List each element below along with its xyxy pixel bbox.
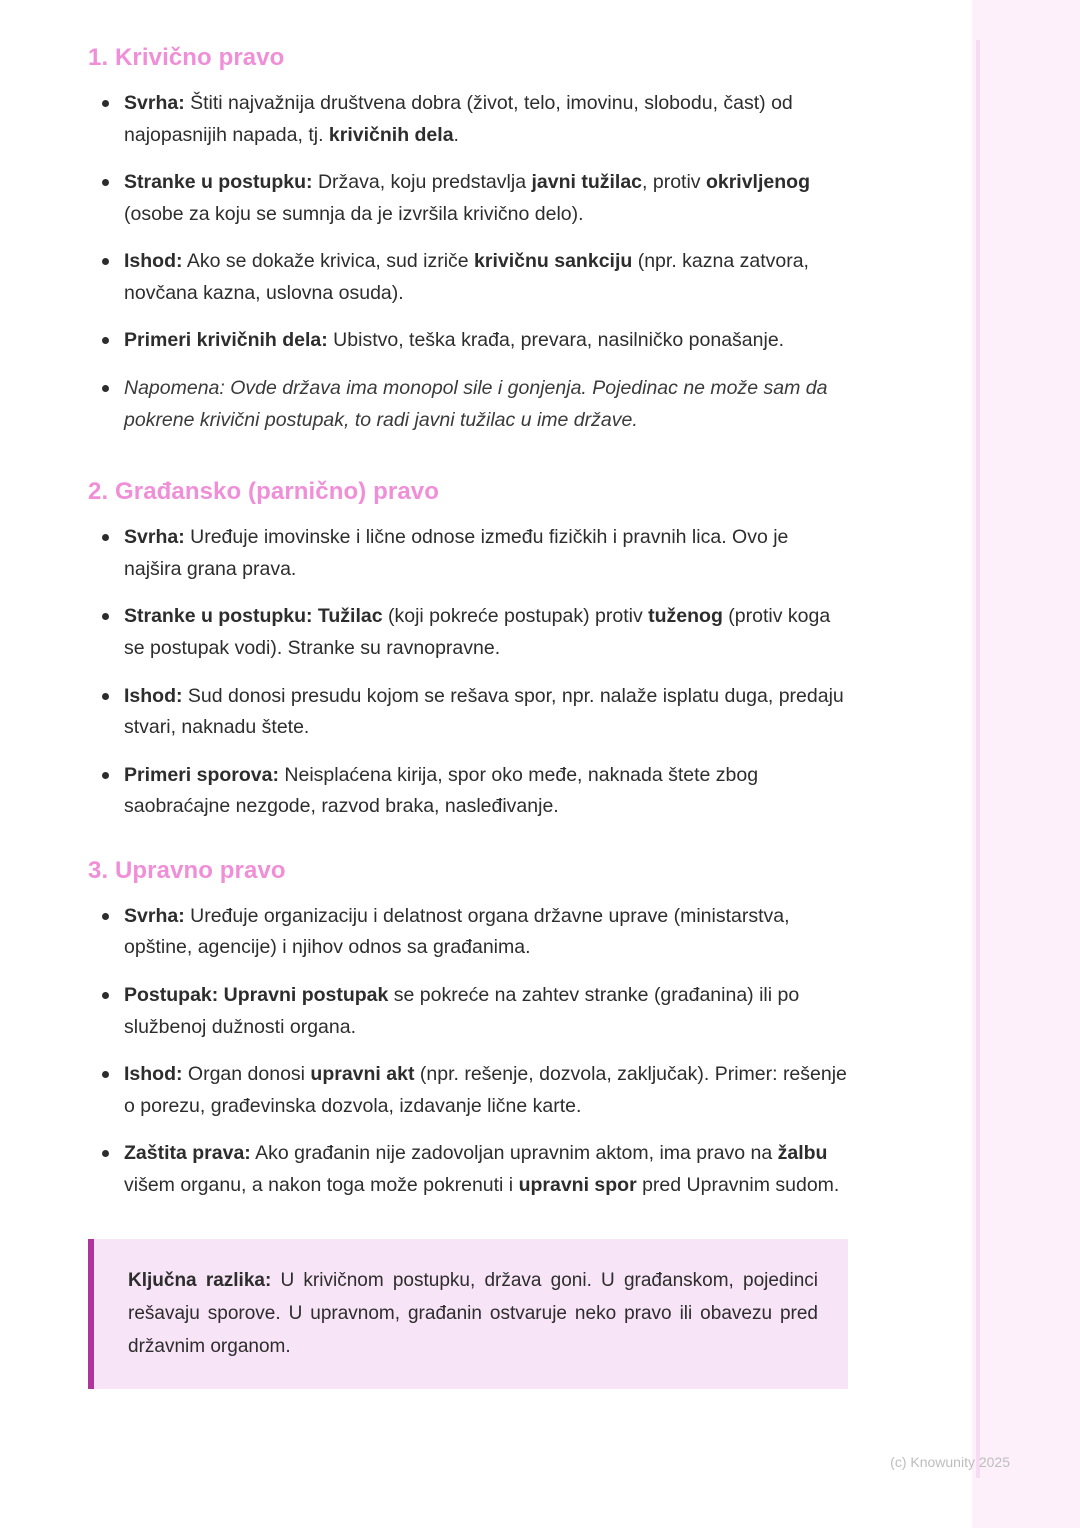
list-item [88, 522, 848, 585]
item-label: Primeri krivičnih dela: [124, 329, 328, 352]
document-content [88, 44, 848, 1389]
bullet-list [88, 522, 848, 823]
item-label: Svrha: [124, 904, 185, 927]
section-title: 2. Građansko (parnično) pravo [88, 478, 439, 506]
list-item [88, 1059, 848, 1122]
item-label: Svrha: [124, 526, 185, 549]
callout-label: Ključna razlika: [128, 1270, 272, 1292]
item-bold-tail: upravni spor [518, 1173, 637, 1196]
list-item [88, 760, 848, 823]
list-item [88, 167, 848, 230]
item-text: Uređuje organizaciju i delatnost organa državne uprave (ministarstva, opštine, agencije) i njihov odnos sa građanima. [124, 904, 790, 959]
item-text: Neisplaćena kirija, spor oko međe, naknada štete zbog saobraćajne nezgode, razvod braka, nasleđivanje. [124, 763, 759, 818]
item-label: Stranke u postupku: [124, 171, 313, 194]
item-label: Primeri sporova: [124, 763, 279, 786]
page-decorative-line [976, 40, 980, 1478]
item-bold-mid: upravni akt [310, 1063, 415, 1086]
item-tail: pred Upravnim sudom. [636, 1173, 840, 1196]
item-label: Postupak: Upravni postupak [124, 983, 389, 1006]
section-upravno-pravo [88, 857, 848, 1202]
item-text: (koji pokreće postupak) protiv [382, 605, 649, 628]
section-title: 3. Upravno pravo [88, 856, 286, 884]
item-bold-tail: okrivljenog [705, 171, 810, 194]
item-label: Ishod: [124, 1063, 183, 1086]
item-label: Ishod: [124, 250, 183, 273]
item-mid: (npr. rešenje, dozvola, zaključak). Primer: rešenje o porezu, građevinska dozvola, izdavanje lične karte. [124, 1063, 847, 1117]
item-text: Ako se dokaže krivica, sud izriče [182, 250, 475, 273]
list-item-note [88, 373, 848, 436]
item-mid: (npr. kazna zatvora, novčana kazna, uslovna osuda). [124, 250, 809, 304]
item-label: Ishod: [124, 684, 183, 707]
item-bold-mid: tuženog [648, 605, 723, 628]
list-item [88, 980, 848, 1043]
item-mid: , protiv [642, 171, 706, 194]
item-text: se pokreće na zahtev stranke (građanina) ili po službenoj dužnosti organa. [124, 983, 800, 1038]
item-mid: (protiv koga se postupak vodi). Stranke su ravnopravne. [124, 605, 831, 659]
footer-credit: (c) Knowunity 2025 [890, 1454, 1010, 1470]
item-text: Sud donosi presudu kojom se rešava spor, npr. nalaže isplatu duga, predaju stvari, naknadu štete. [124, 684, 844, 739]
section-title: 1. Krivično pravo [88, 44, 285, 71]
section-gradjansko-pravo [88, 478, 848, 823]
item-label: Stranke u postupku: Tužilac [124, 605, 383, 628]
bullet-list [88, 88, 848, 436]
list-item [88, 1138, 848, 1201]
item-text: Država, koju predstavlja [312, 171, 532, 194]
item-bold-mid: krivičnu sankciju [474, 250, 633, 273]
list-item [88, 246, 848, 309]
item-tail: . [453, 123, 459, 146]
item-label: Zaštita prava: [124, 1142, 251, 1165]
list-item [88, 601, 848, 664]
item-text: Organ donosi [182, 1063, 311, 1086]
page-decorative-band [972, 0, 1080, 1528]
callout-text: U krivičnom postupku, država goni. U građanskom, pojedinci rešavaju sporove. U upravnom, građanin ostvaruje neko pravo ili obavezu pred državnim organom. [128, 1270, 819, 1357]
item-bold-mid: žalbu [777, 1142, 828, 1165]
item-text: Uređuje imovinske i lične odnose između fizičkih i pravnih lica. Ovo je najšira grana prava. [124, 526, 789, 580]
item-mid: višem organu, a nakon toga može pokrenuti i [124, 1173, 519, 1196]
item-text: Štiti najvažnija društvena dobra (život, telo, imovinu, slobodu, čast) od najopasnijih napada, tj. [124, 92, 793, 146]
section-krivicno-pravo [88, 44, 848, 436]
item-text: Ako građanin nije zadovoljan upravnim aktom, ima pravo na [250, 1142, 778, 1165]
item-text: Ubistvo, teška krađa, prevara, nasilničko ponašanje. [327, 329, 785, 352]
list-item [88, 681, 848, 744]
item-bold-mid: javni tužilac [531, 171, 643, 194]
list-item [88, 88, 848, 151]
bullet-list [88, 901, 848, 1202]
list-item [88, 901, 848, 964]
item-label: Svrha: [124, 92, 185, 114]
list-item [88, 325, 848, 357]
item-tail: (osobe za koju se sumnja da je izvršila krivično delo). [124, 202, 584, 225]
note-text: Napomena: Ovde država ima monopol sile i gonjenja. Pojedinac ne može sam da pokrene krivični postupak, to radi javni tužilac u ime države. [124, 377, 828, 431]
item-bold-tail: krivičnih dela [328, 123, 454, 146]
key-difference-callout [88, 1239, 848, 1389]
